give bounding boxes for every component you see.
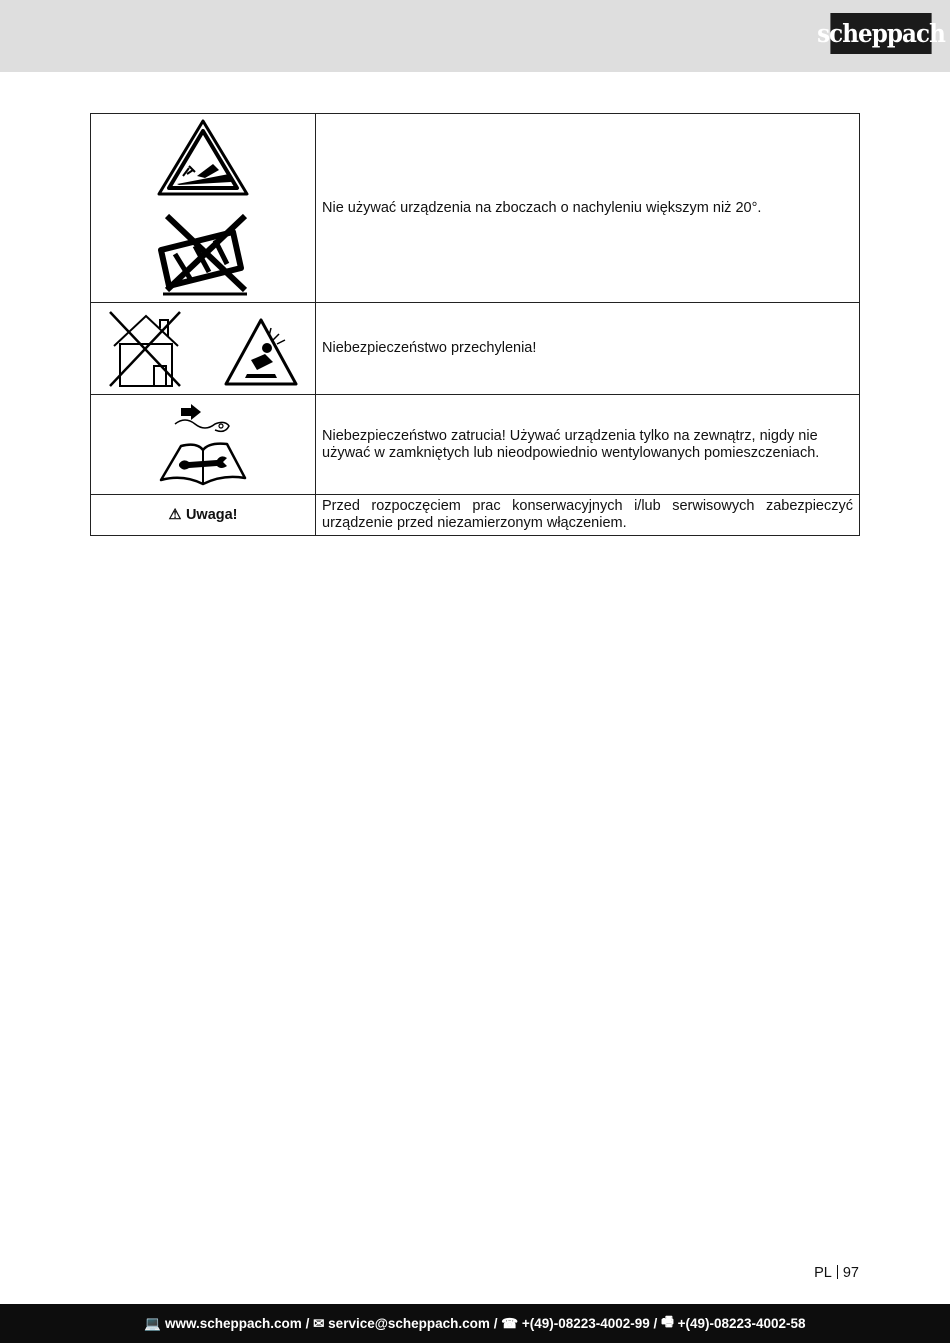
table-row (91, 303, 860, 395)
phone-icon: ☎ (501, 1315, 519, 1331)
table-row (91, 495, 860, 536)
icon-cell (91, 114, 316, 303)
page-number (814, 1265, 859, 1281)
tipping-warning-text: Niebezpieczeństwo przechylenia! (316, 303, 860, 395)
page-separator (837, 1265, 838, 1279)
fax-icon: 🖷 (661, 1314, 674, 1329)
icon-cell (91, 303, 316, 395)
exhaust-fumes-icon (171, 402, 235, 436)
label-cell (91, 495, 316, 536)
slope-warning-icon (153, 118, 253, 198)
manual-wrench-icon (157, 436, 249, 488)
header-band (0, 0, 950, 72)
icon-cell (91, 395, 316, 495)
footer-bar (0, 1304, 950, 1343)
poisoning-warning-text: Niebezpieczeństwo zatrucia! Używać urządzenia tylko na zewnątrz, nigdy nie używać w zamkniętych lub nieodpowiednio wentylowanych pomieszczeniach. (316, 395, 860, 495)
tipping-crossed-icon (155, 210, 251, 298)
page-num: 97 (842, 1265, 859, 1281)
mail-icon: ✉ (313, 1315, 325, 1331)
website-link[interactable]: www.scheppach.com (165, 1316, 302, 1331)
phone-number[interactable]: +(49)-08223-4002-99 (521, 1316, 650, 1331)
table-row (91, 114, 860, 303)
page-lang: PL (814, 1265, 832, 1281)
no-indoor-house-icon (108, 310, 182, 388)
footer-separator: / (305, 1316, 310, 1331)
email-link[interactable]: service@scheppach.com (328, 1316, 490, 1331)
safety-table (90, 113, 860, 536)
table-row (91, 395, 860, 495)
computer-icon: 💻 (144, 1315, 162, 1331)
footer-separator: / (493, 1316, 498, 1331)
attention-label: Uwaga! (185, 507, 238, 523)
footer-separator: / (653, 1316, 658, 1331)
slope-warning-text: Nie używać urządzenia na zboczach o nachyleniu większym niż 20°. (316, 114, 860, 303)
maintenance-warning-text: Przed rozpoczęciem prac konserwacyjnych i/lub serwisowych zabezpieczyć urządzenie przed niezamierzonym włączeniem. (316, 495, 860, 536)
warning-sign-icon: ⚠ (168, 507, 182, 523)
icon-group (91, 310, 315, 388)
brand-logo: scheppach (830, 13, 931, 54)
fax-number: +(49)-08223-4002-58 (677, 1316, 806, 1331)
tipping-person-warning-icon (223, 316, 299, 388)
